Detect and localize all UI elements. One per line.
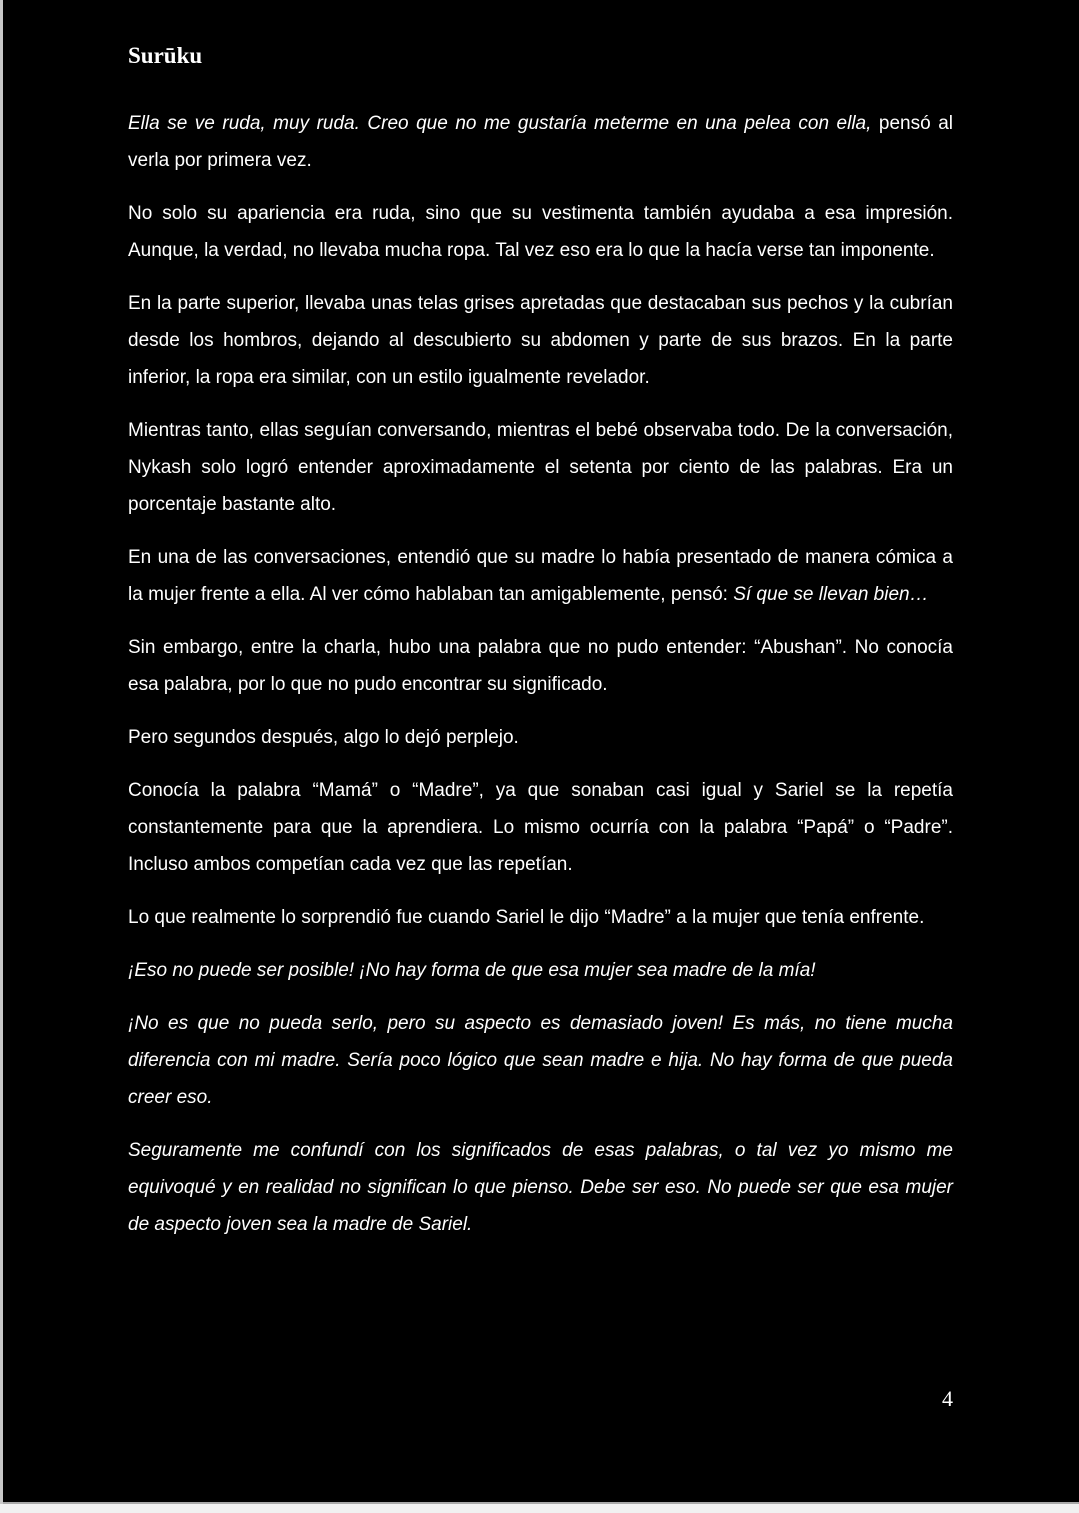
paragraph	[128, 952, 953, 989]
paragraph-segment: Sin embargo, entre la charla, hubo una palabra que no pudo entender: “Abushan”. No conocía esa palabra, por lo que no pudo encontrar su significado.	[128, 637, 953, 695]
paragraph-segment: Ella se ve ruda, muy ruda. Creo que no me gustaría meterme en una pelea con ella,	[128, 113, 879, 134]
paragraph-segment: Conocía la palabra “Mamá” o “Madre”, ya que sonaban casi igual y Sariel se la repetía constantemente para que la aprendiera. Lo mismo ocurría con la palabra “Papá” o “Padre”. Incluso ambos competían cada vez que las repetían.	[128, 780, 953, 875]
paragraph	[128, 105, 953, 179]
paragraph	[128, 1132, 953, 1243]
paragraph-segment: Seguramente me confundí con los significados de esas palabras, o tal vez yo mismo me equivoqué y en realidad no significan lo que pienso. Debe ser eso. No puede ser que esa mujer de aspecto joven sea la madre de Sariel.	[128, 1140, 953, 1235]
paragraph-segment: Lo que realmente lo sorprendió fue cuando Sariel le dijo “Madre” a la mujer que tenía enfrente.	[128, 907, 925, 928]
paragraph	[128, 719, 953, 756]
paragraph	[128, 772, 953, 883]
paragraph	[128, 539, 953, 613]
paragraph-segment: pensó al verla por primera vez.	[128, 113, 953, 171]
paragraph	[128, 629, 953, 703]
paragraph-segment: Pero segundos después, algo lo dejó perplejo.	[128, 727, 519, 748]
paragraph-segment: ¡No es que no pueda serlo, pero su aspecto es demasiado joven! Es más, no tiene mucha diferencia con mi madre. Sería poco lógico que sean madre e hija. No hay forma de que pueda creer eso.	[128, 1013, 953, 1108]
paragraph	[128, 285, 953, 396]
paragraph-segment: ¡Eso no puede ser posible! ¡No hay forma de que esa mujer sea madre de la mía!	[128, 960, 816, 981]
paragraph	[128, 412, 953, 523]
paragraph-segment: Mientras tanto, ellas seguían conversando, mientras el bebé observaba todo. De la conversación, Nykash solo logró entender aproximadamente el setenta por ciento de las palabras. Era un porcentaje bastante alto.	[128, 420, 953, 515]
paragraph-segment: Sí que se llevan bien…	[733, 584, 929, 605]
paragraph	[128, 899, 953, 936]
paragraph-segment: En una de las conversaciones, entendió que su madre lo había presentado de manera cómica a la mujer frente a ella. Al ver cómo hablaban tan amigablemente, pensó:	[128, 547, 953, 605]
paragraph	[128, 195, 953, 269]
paragraph-segment: En la parte superior, llevaba unas telas grises apretadas que destacaban sus pechos y la cubrían desde los hombros, dejando al descubierto su abdomen y parte de sus brazos. En la parte inferior, la ropa era similar, con un estilo igualmente revelador.	[128, 293, 953, 388]
page-number: 4	[942, 1386, 953, 1411]
page-title: Surūku	[128, 43, 203, 68]
page-content	[3, 0, 1079, 1243]
paragraph	[128, 1005, 953, 1116]
paragraph-segment: No solo su apariencia era ruda, sino que su vestimenta también ayudaba a esa impresión. Aunque, la verdad, no llevaba mucha ropa. Tal vez eso era lo que la hacía verse tan imponente.	[128, 203, 953, 261]
document-page	[3, 0, 1079, 1504]
